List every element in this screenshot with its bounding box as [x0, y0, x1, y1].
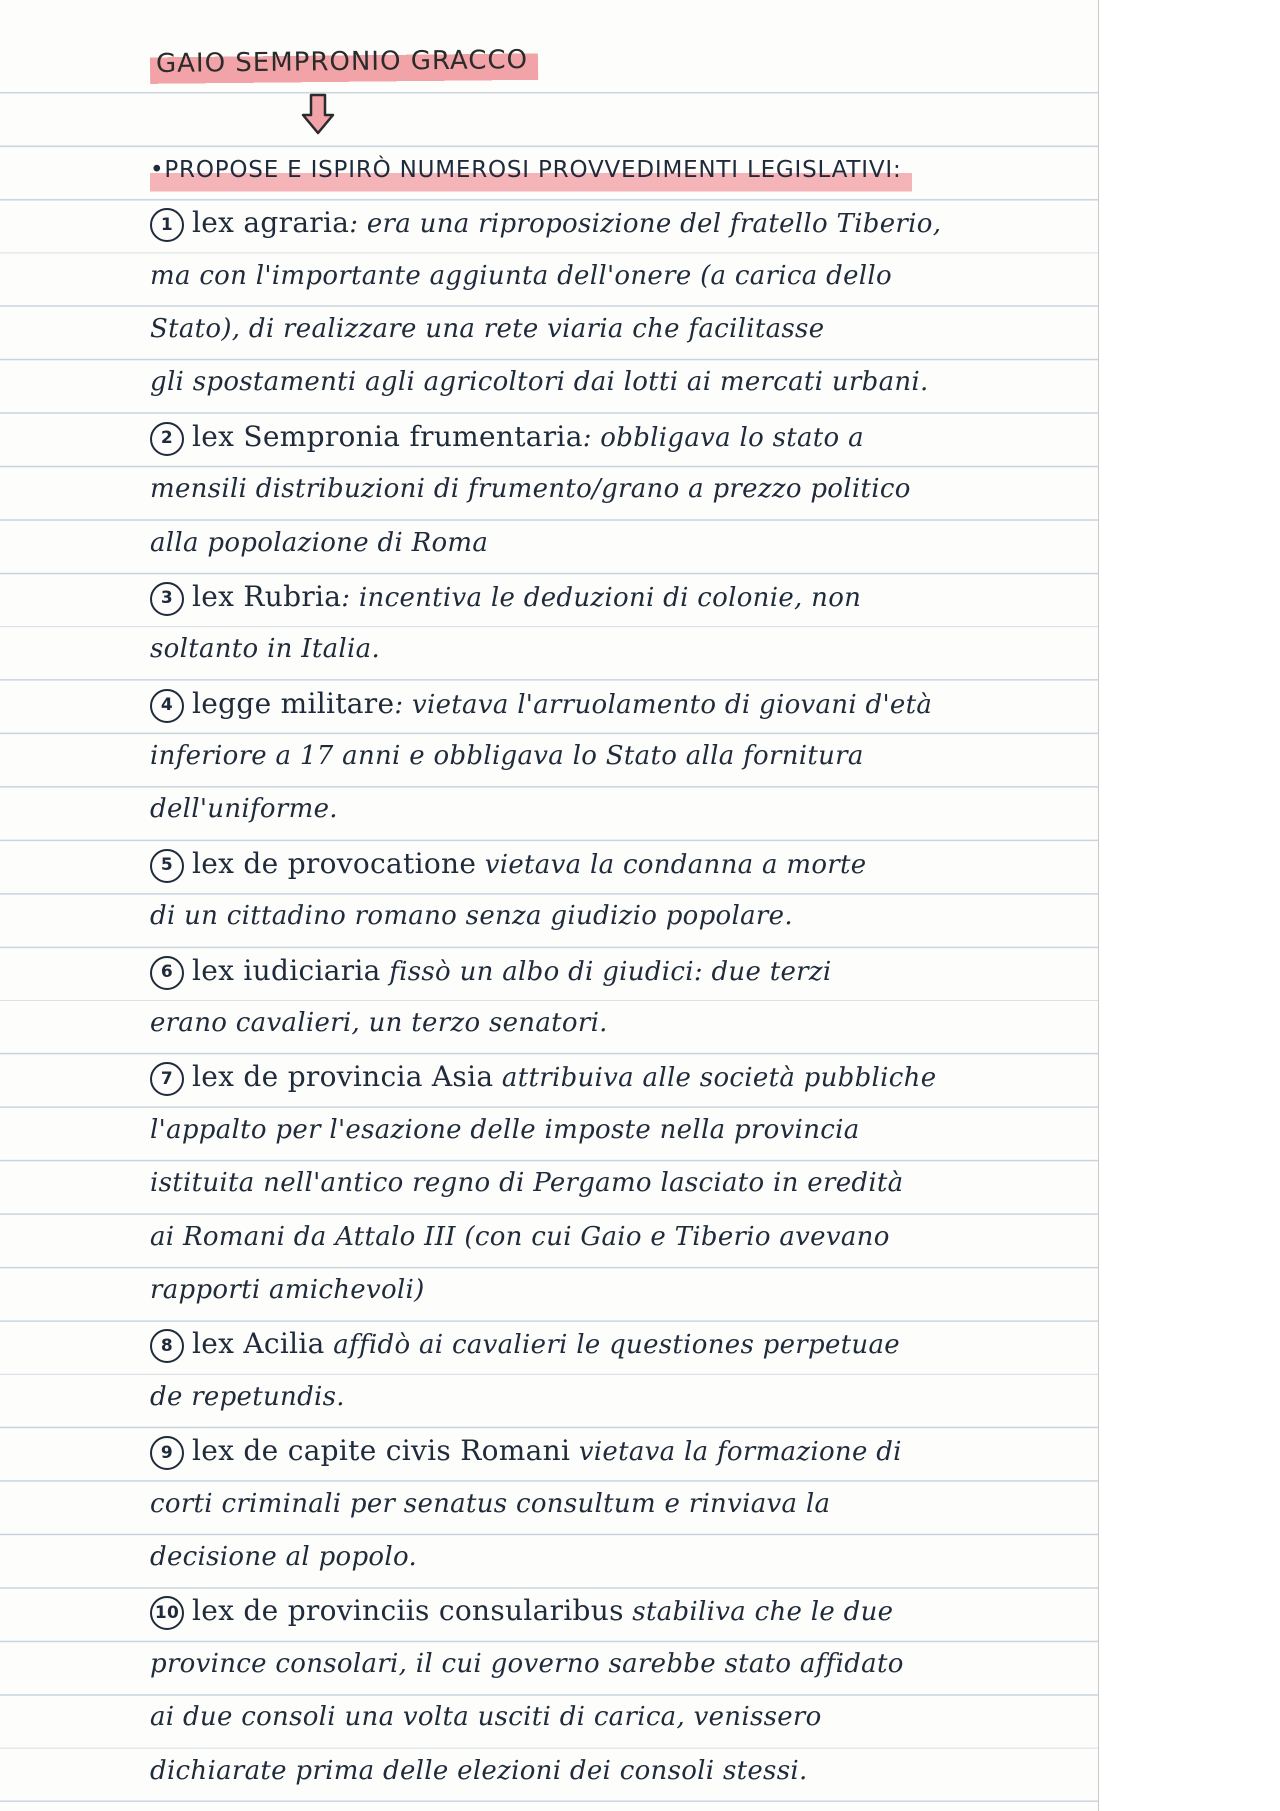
item-number-badge: 3: [150, 582, 184, 616]
note-line: [150, 410, 1090, 463]
law-name: lex Rubria: [192, 579, 342, 613]
item-number-badge: 5: [150, 849, 184, 883]
note-line: [150, 1104, 1090, 1157]
note-line: [150, 1211, 1090, 1264]
line-text: : vietava l'arruolamento di giovani d'età: [394, 689, 933, 720]
line-text: rapporti amichevoli): [150, 1274, 425, 1305]
line-text: l'appalto per l'esazione delle imposte nella provincia: [150, 1114, 860, 1145]
line-text: dichiarate prima delle elezioni dei consoli stessi.: [150, 1755, 808, 1786]
line-text: ma con l'importante aggiunta dell'onere (a carica dello: [150, 260, 892, 291]
line-text: di un cittadino romano senza giudizio popolare.: [150, 901, 793, 932]
note-line: [150, 1424, 1090, 1477]
note-line: [150, 356, 1090, 409]
note-line: [150, 1638, 1090, 1691]
note-line: [150, 517, 1090, 570]
line-text: ai Romani da Attalo III (con cui Gaio e Tiberio avevano: [150, 1221, 890, 1252]
note-line: [150, 1531, 1090, 1584]
note-line: [150, 1050, 1090, 1103]
note-line: [150, 677, 1090, 730]
line-text: Stato), di realizzare una rete viaria che facilitasse: [150, 313, 825, 344]
line-text: vietava la condanna a morte: [476, 849, 867, 880]
item-number-badge: 9: [150, 1436, 184, 1470]
line-text: ai due consoli una volta usciti di carica, venissero: [150, 1702, 822, 1733]
item-number-badge: 7: [150, 1062, 184, 1096]
arrow-down-icon: [300, 93, 336, 137]
line-text: : incentiva le deduzioni di colonie, non: [341, 582, 862, 613]
line-text: soltanto in Italia.: [150, 634, 381, 665]
line-text: decisione al popolo.: [150, 1541, 418, 1572]
title-row: [150, 36, 1090, 89]
line-text: gli spostamenti agli agricoltori dai lotti ai mercati urbani.: [150, 367, 929, 398]
law-name: lex de provinciis consularibus: [192, 1594, 624, 1628]
item-number-badge: 4: [150, 689, 184, 723]
law-name: lex Sempronia frumentaria: [192, 419, 583, 453]
item-number-badge: 6: [150, 956, 184, 990]
note-line: [150, 250, 1090, 303]
note-line: [150, 1317, 1090, 1370]
line-text: : obbligava lo stato a: [582, 422, 864, 453]
law-name: lex de provocatione: [192, 846, 477, 880]
line-text: province consolari, il cui governo sarebbe stato affidato: [150, 1648, 904, 1679]
note-line: [150, 570, 1090, 623]
subtitle: •PROPOSE E ISPIRÒ NUMEROSI PROVVEDIMENTI LEGISLATIVI:: [150, 144, 912, 196]
note-line: [150, 1745, 1090, 1798]
line-text: mensili distribuzioni di frumento/grano a prezzo politico: [150, 474, 911, 505]
page-title: GAIO SEMPRONIO GRACCO: [150, 38, 538, 86]
item-number-badge: 10: [150, 1596, 184, 1630]
law-name: lex Acilia: [192, 1327, 325, 1361]
arrow-row: [150, 89, 1090, 142]
line-text: stabiliva che le due: [623, 1597, 894, 1628]
law-name: lex iudiciaria: [192, 953, 381, 987]
note-line: [150, 303, 1090, 356]
right-margin: [1099, 0, 1280, 1811]
law-name: legge militare: [192, 686, 395, 720]
note-line: [150, 623, 1090, 676]
note-line: [150, 1264, 1090, 1317]
line-text: erano cavalieri, un terzo senatori.: [150, 1008, 608, 1039]
line-text: istituita nell'antico regno di Pergamo lasciato in eredità: [150, 1168, 904, 1199]
note-line: [150, 1478, 1090, 1531]
line-text: de repetundis.: [150, 1381, 345, 1412]
law-name: lex de capite civis Romani: [192, 1434, 571, 1468]
item-number-badge: 2: [150, 422, 184, 456]
line-text: corti criminali per senatus consultum e rinviava la: [150, 1488, 831, 1519]
line-text: affidò ai cavalieri le questiones perpetuae: [324, 1330, 900, 1361]
note-line: [150, 463, 1090, 516]
note-line: [150, 196, 1090, 249]
line-text: vietava la formazione di: [570, 1437, 902, 1468]
note-line: [150, 890, 1090, 943]
law-list: [150, 196, 1090, 1798]
note-line: [150, 1584, 1090, 1637]
item-number-badge: 8: [150, 1329, 184, 1363]
note-line: [150, 783, 1090, 836]
note-line: [150, 837, 1090, 890]
law-name: lex de provincia Asia: [192, 1060, 494, 1094]
law-name: lex agraria: [192, 206, 350, 240]
line-text: inferiore a 17 anni e obbligava lo Stato alla fornitura: [150, 741, 864, 772]
line-text: : era una riproposizione del fratello Tiberio,: [349, 209, 942, 240]
note-line: [150, 997, 1090, 1050]
line-text: alla popolazione di Roma: [150, 527, 489, 558]
note-line: [150, 730, 1090, 783]
item-number-badge: 1: [150, 208, 184, 242]
note-line: [150, 1691, 1090, 1744]
line-text: dell'uniforme.: [150, 794, 338, 825]
line-text: attribuiva alle società pubbliche: [493, 1063, 937, 1094]
note-line: [150, 1371, 1090, 1424]
notes-content: [150, 36, 1090, 1798]
subtitle-row: [150, 143, 1090, 196]
note-line: [150, 944, 1090, 997]
line-text: fissò un albo di giudici: due terzi: [380, 956, 832, 987]
note-line: [150, 1157, 1090, 1210]
